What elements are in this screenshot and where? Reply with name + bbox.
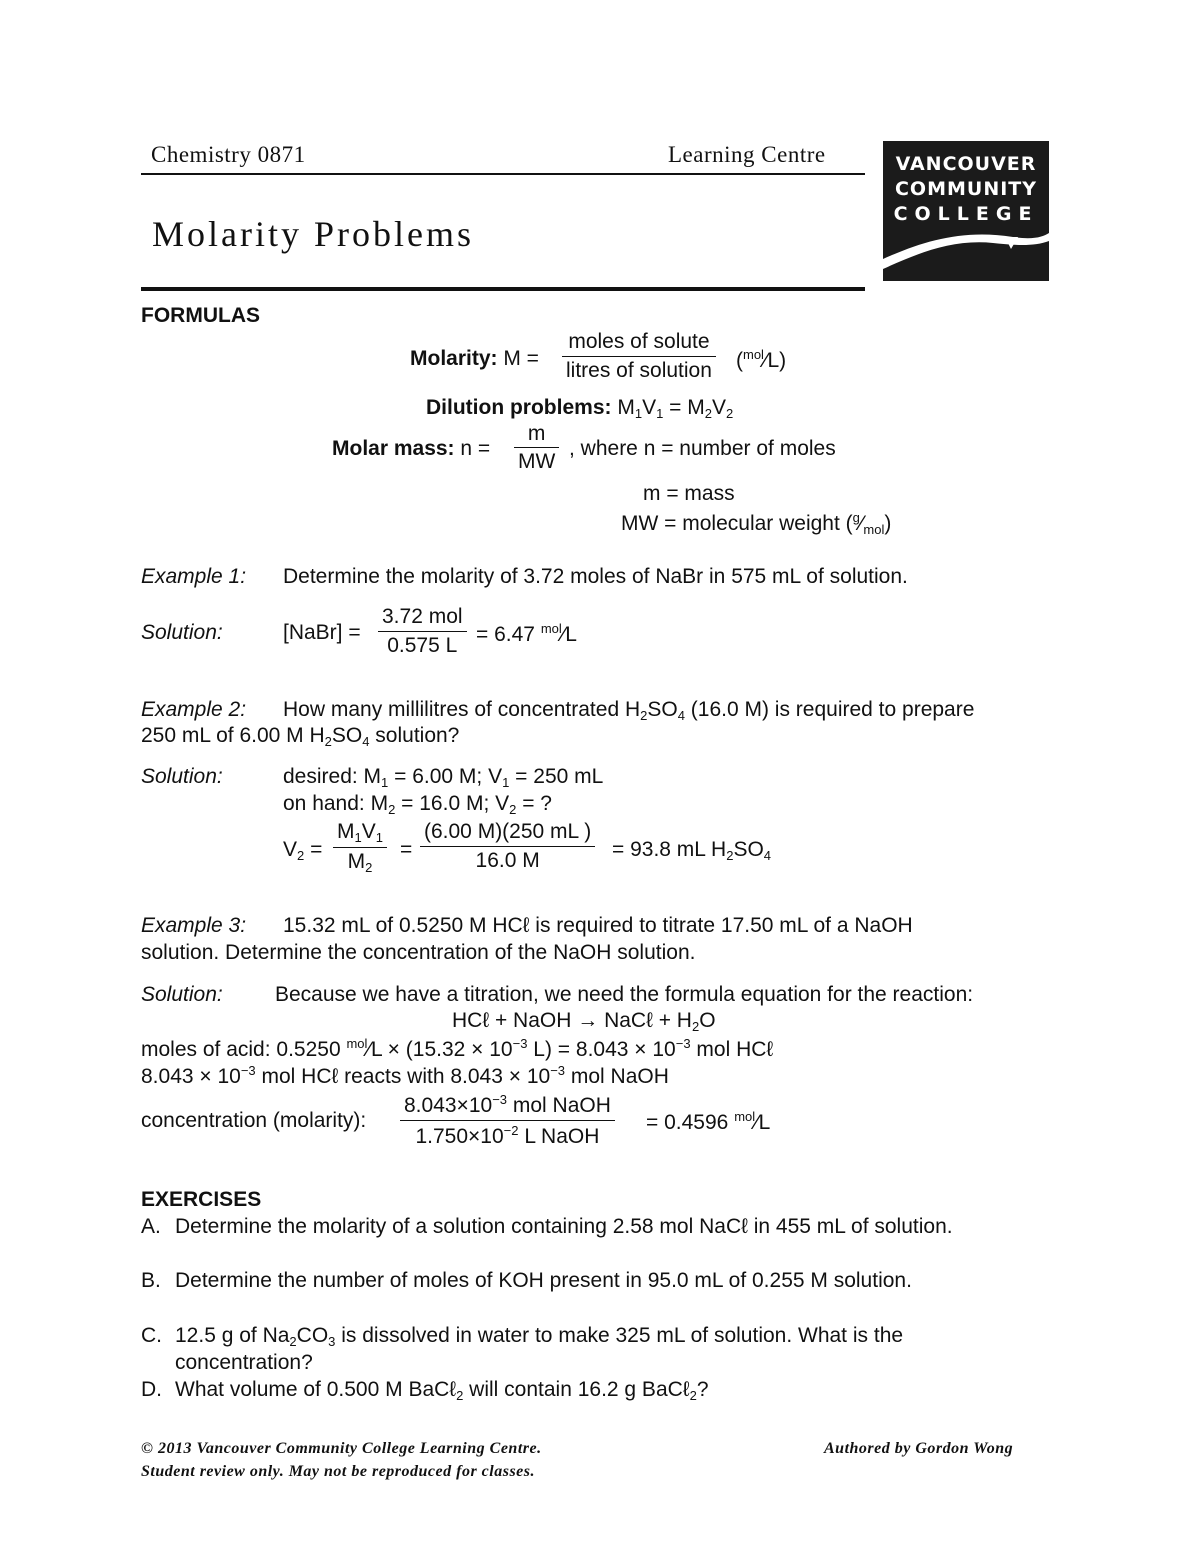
exercise-d-letter: D.: [141, 1378, 162, 1401]
example3-result: = 0.4596 $^{mol}$⁄L: [646, 1109, 771, 1134]
example1-fraction: [378, 605, 467, 658]
dilution-equation: $M_1V_1 = M_2V_2$: [617, 396, 734, 421]
formulas-heading: FORMULAS: [141, 304, 260, 327]
mass-definition: m = mass: [643, 482, 735, 505]
logo-line-1: VANCOUVER: [895, 153, 1037, 175]
example3-conc-label: concentration (molarity):: [141, 1109, 367, 1132]
exercise-d-text: What volume of 0.500 M BaCℓ$_2$ will contain 16.2 g BaCℓ$_2$?: [175, 1378, 709, 1403]
footer-notice: Student review only. May not be reproduced for classes.: [141, 1463, 535, 1480]
molar-mass-formula-label: [332, 437, 490, 461]
exercise-c-letter: C.: [141, 1324, 162, 1347]
mw-definition: MW = molecular weight $(^g⁄_{mol})$: [621, 510, 892, 537]
example2-numeric-numerator: (6.00 M)(250 mL ): [420, 820, 595, 847]
example2-equals: =: [400, 838, 413, 861]
molar-mass-where: , where n = number of moles: [569, 437, 836, 460]
example2-solution-label: Solution:: [141, 765, 223, 788]
logo-line-3: COLLEGE: [893, 203, 1039, 225]
exercise-a-letter: A.: [141, 1215, 161, 1238]
example2-label: Example 2:: [141, 698, 247, 721]
example2-symbolic-denominator: $M_2$: [347, 850, 373, 875]
molarity-fraction: [562, 330, 716, 383]
example2-desired: desired: $M_1 = 6.00$ M; $V_1 = 250$ mL: [283, 765, 604, 790]
example1-numerator: 3.72 mol: [378, 605, 467, 632]
molar-mass-numerator: m: [514, 422, 559, 448]
course-name: Chemistry 0871: [151, 142, 306, 167]
example3-numerator: $8.043\times 10^{-3}$ mol NaOH: [400, 1092, 615, 1121]
molarity-label: Molarity:: [410, 347, 498, 370]
molarity-unit: ($^{mol}$⁄L): [736, 347, 787, 372]
exercise-c-text-cont: concentration?: [175, 1351, 313, 1374]
logo-wave-graphic: [883, 141, 1049, 281]
exercises-heading: EXERCISES: [141, 1188, 262, 1211]
example3-solution-text: Because we have a titration, we need the formula equation for the reaction:: [275, 983, 974, 1006]
example3-solution-label: Solution:: [141, 983, 223, 1006]
exercise-b-letter: B.: [141, 1269, 161, 1292]
example3-reacts: $8.043 \times 10^{-3}$ mol HCℓ reacts with $8.043 \times 10^{-3}$ mol NaOH: [141, 1063, 669, 1088]
centre-name: Learning Centre: [668, 142, 826, 167]
example2-symbolic-fraction: [333, 820, 387, 875]
title-rule: [141, 287, 865, 291]
header-rule: [141, 173, 865, 175]
example1-result: = 6.47 $^{mol}$⁄L: [476, 621, 577, 646]
example1-solution-label: Solution:: [141, 621, 223, 644]
example3-moles-acid: moles of acid: 0.5250 $^{mol}$⁄L × ($15.32 \times 10^{-3}$ $L) = 8.043 \times 10^{-3}$ mol HCℓ: [141, 1036, 774, 1061]
example1-denominator: 0.575 L: [387, 634, 458, 657]
example2-question-line1: How many millilitres of concentrated $H_2SO_4$ (16.0 M) is required to prepare: [283, 698, 975, 723]
example1-label: Example 1:: [141, 565, 247, 588]
dilution-label: Dilution problems:: [426, 396, 612, 419]
college-logo: [883, 141, 1049, 281]
example2-numeric-denominator: 16.0 M: [475, 849, 540, 872]
example2-result: = 93.8 mL $H_2SO_4$: [612, 838, 772, 863]
example2-v2-lhs: $V_2$ =: [283, 838, 323, 863]
molar-mass-fraction: [514, 422, 559, 474]
molar-mass-denominator: MW: [518, 450, 556, 473]
example2-on-hand: on hand: $M_2 = 16.0$ M; $V_2$ = ?: [283, 792, 552, 817]
example3-question-line2: solution. Determine the concentration of the NaOH solution.: [141, 941, 696, 964]
example3-reaction: HCℓ + NaOH → NaCℓ + $H_2O$: [452, 1009, 716, 1034]
example1-lhs: [NaBr] =: [283, 621, 361, 644]
molarity-lhs: M =: [503, 347, 539, 370]
page-title: Molarity Problems: [152, 214, 474, 254]
exercise-b-text: Determine the number of moles of KOH present in 95.0 mL of 0.255 M solution.: [175, 1269, 912, 1292]
dilution-formula: [426, 396, 733, 421]
exercise-c-text: 12.5 g of $Na_2CO_3$ is dissolved in water to make 325 mL of solution. What is the: [175, 1324, 904, 1349]
example2-numeric-fraction: [420, 820, 595, 873]
exercise-a-text: Determine the molarity of a solution containing 2.58 mol NaCℓ in 455 mL of solution.: [175, 1215, 953, 1238]
example3-fraction: [400, 1092, 615, 1149]
logo-line-2: COMMUNITY: [894, 178, 1038, 200]
example2-symbolic-numerator: $M_1V_1$: [333, 820, 387, 848]
molarity-numerator: moles of solute: [562, 330, 716, 357]
molarity-formula-label: [410, 347, 539, 371]
example1-question: Determine the molarity of 3.72 moles of NaBr in 575 mL of solution.: [283, 565, 908, 588]
molar-mass-label: Molar mass:: [332, 437, 455, 460]
molarity-denominator: litres of solution: [566, 359, 712, 382]
example3-label: Example 3:: [141, 914, 247, 937]
footer-author: Authored by Gordon Wong: [824, 1440, 1014, 1457]
molar-mass-lhs: n =: [460, 437, 491, 460]
example3-question-line1: 15.32 mL of 0.5250 M HCℓ is required to titrate 17.50 mL of a NaOH: [283, 914, 913, 937]
example2-question-line2: 250 mL of 6.00 M $H_2SO_4$ solution?: [141, 724, 460, 749]
footer-copyright: © 2013 Vancouver Community College Learning Centre.: [141, 1440, 542, 1457]
example3-denominator: $1.750\times 10^{-2}$ L NaOH: [415, 1123, 600, 1148]
